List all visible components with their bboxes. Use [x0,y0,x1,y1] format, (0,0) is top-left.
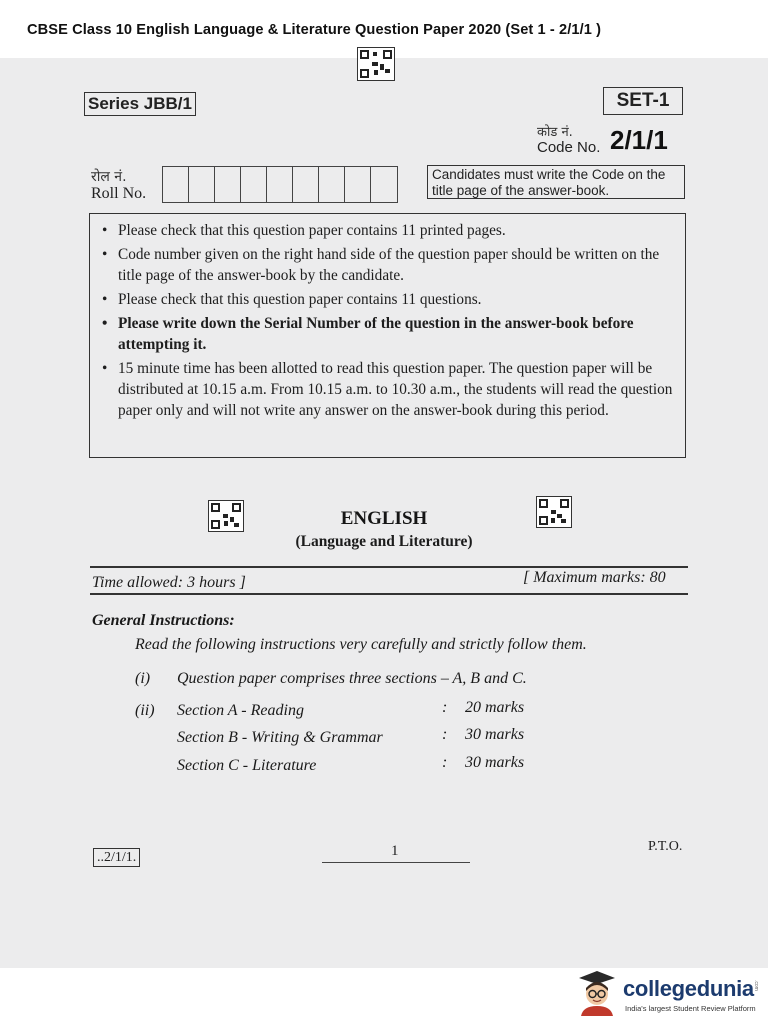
document-title: CBSE Class 10 English Language & Literature Question Paper 2020 (Set 1 - 2/1/1 ) [27,22,602,38]
subject-subtitle: (Language and Literature) [295,533,473,550]
set-label: SET-1 [603,87,683,115]
code-label: Code No. [537,139,601,156]
brand-watermark[interactable] [573,966,763,1020]
notice-box [89,213,686,458]
pto-label: P.T.O. [648,839,683,854]
divider-line [90,566,688,568]
roll-digit-box [163,167,189,202]
qr-code-top [357,47,395,81]
series-label: Series JBB/1 [84,92,196,116]
roll-digit-box [371,167,397,202]
divider-line [90,593,688,595]
instruction-number: (i) [135,670,151,687]
brand-tagline: India's largest Student Review Platform [625,1004,756,1013]
section-name: Section A - Reading [177,702,304,719]
section-separator: : [442,754,448,771]
notice-item: • Please check that this question paper contains 11 questions. [102,289,677,310]
student-mascot-icon [573,970,617,1016]
notice-item: • 15 minute time has been allotted to read this question paper. The question paper will be distributed at 10.15 a.m. From 10.15 a.m. to 10.30 a.m., the students will read the question paper only and will not write any answer on the answer-book during this period. [102,358,677,421]
brand-name: collegedunia [623,976,754,1001]
instruction-number: (ii) [135,702,155,719]
notice-item: • Please write down the Serial Number of the question in the answer-book before attempting it. [102,313,677,355]
roll-label-hindi: रोल नं. [91,169,127,185]
section-name: Section B - Writing & Grammar [177,729,383,746]
time-allowed: Time allowed: 3 hours ] [92,574,246,591]
maximum-marks: [ Maximum marks: 80 [523,569,666,586]
notice-item: • Please check that this question paper contains 11 printed pages. [102,220,677,241]
roll-digit-box [293,167,319,202]
instruction-text: Question paper comprises three sections – A, B and C. [177,670,527,687]
page-number: 1 [391,843,399,859]
section-separator: : [442,726,448,743]
general-instructions-heading: General Instructions: [92,612,235,629]
roll-digit-box [189,167,215,202]
section-marks: 30 marks [465,754,525,771]
roll-digit-box [241,167,267,202]
section-name: Section C - Literature [177,757,317,774]
roll-digit-box [215,167,241,202]
code-value: 2/1/1 [610,125,668,155]
brand-suffix: .com [753,980,759,991]
code-label-hindi: कोड नं. [537,125,573,140]
roll-digit-box [319,167,345,202]
general-instructions-lead: Read the following instructions very carefully and strictly follow them. [135,636,587,653]
section-marks: 20 marks [465,699,525,716]
roll-label: Roll No. [91,185,147,202]
page-rule [322,862,470,863]
roll-number-boxes [162,166,398,203]
roll-digit-box [345,167,371,202]
candidate-note: Candidates must write the Code on the title page of the answer-book. [427,165,685,199]
subject-title: ENGLISH [340,508,428,529]
roll-digit-box [267,167,293,202]
section-separator: : [442,699,448,716]
footer-code: ..2/1/1. [93,848,140,867]
section-marks: 30 marks [465,726,525,743]
notice-item: • Code number given on the right hand side of the question paper should be written on the title page of the answer-book by the candidate. [102,244,677,286]
